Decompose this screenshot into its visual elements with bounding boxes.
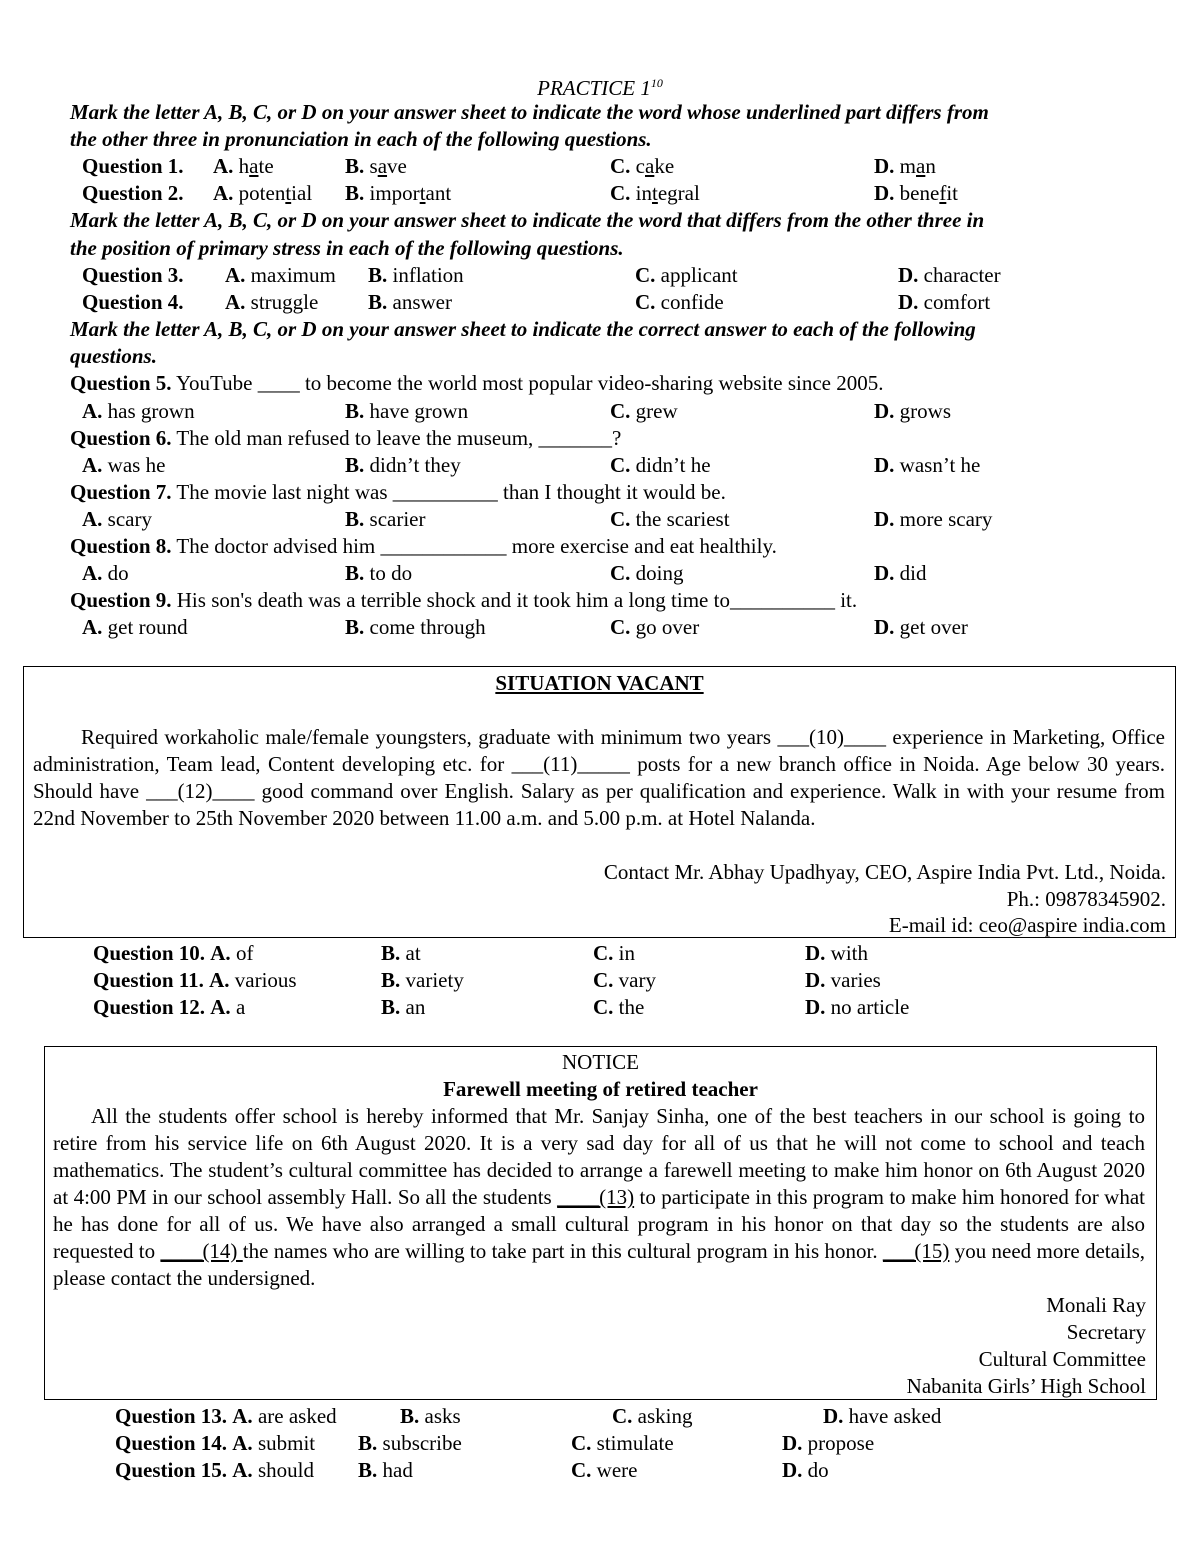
situation-vacant-body: Required workaholic male/female youngsters, graduate with minimum two years ___(10)____ experience in Marketing, Office administration, Team lead, Content developing etc. for ___(11)_____ posts for a new branch office in Noida. Age below 30 years. Should have ___(12)____ good command over English. Salary as per qualification and experience. Walk in with your resume from 22nd November to 25th November 2020 between 11.00 a.m. and 5.00 p.m. at Hotel Nalanda.: [33, 725, 1165, 830]
q7-option-a[interactable]: A. scary: [82, 507, 152, 531]
notice-title: NOTICE: [562, 1050, 639, 1074]
q6-option-b[interactable]: B. didn’t they: [345, 453, 461, 477]
page-title: [0, 70, 1200, 102]
q1-option-d[interactable]: D. man: [874, 154, 936, 178]
question-9-stem: Question 9. His son's death was a terrible shock and it took him a long time to__________ it.: [70, 588, 858, 612]
q12-option-d[interactable]: D. no article: [805, 995, 910, 1019]
q2-option-d[interactable]: D. benefit: [874, 181, 958, 205]
q13-option-a[interactable]: Question 13. A. are asked: [115, 1404, 337, 1428]
q10-option-a[interactable]: Question 10. A. of: [93, 941, 254, 965]
q1-option-c[interactable]: C. cake: [610, 154, 675, 178]
q4-option-d[interactable]: D. comfort: [898, 290, 991, 314]
q5-option-a[interactable]: A. has grown: [82, 399, 195, 423]
question-3-label: Question 3.: [82, 263, 184, 287]
notice-sign-role: Secretary: [1066, 1320, 1146, 1344]
q10-option-b[interactable]: B. at: [381, 941, 421, 965]
q9-option-a[interactable]: A. get round: [82, 615, 188, 639]
blank-14: ____(14): [160, 1239, 243, 1263]
q13-option-b[interactable]: B. asks: [400, 1404, 461, 1428]
vacant-phone: Ph.: 09878345902.: [1006, 887, 1166, 911]
q11-option-b[interactable]: B. variety: [381, 968, 464, 992]
question-5-stem: Question 5. YouTube ____ to become the world most popular video-sharing website since 2005.: [70, 371, 884, 395]
notice-body: All the students offer school is hereby informed that Mr. Sanjay Sinha, one of the best teachers in our school is going to retire from his service life on 6th August 2020. It is a very sad day for all of us that he will not come to school and teach mathematics. The student’s cultural committee has decided to arrange a farewell meeting to make him honor on 6th August 2020 at 4:00 PM in our school assembly Hall. So all the students ____(13) to participate in this program to make him honored for what he has done for all of us. We have also arranged a small cultural program in his honor on that day so the students are also requested to ____(14) the names who are willing to take part in this cultural program in his honor. ___(15) you need more details, please contact the undersigned.: [53, 1104, 1146, 1290]
q9-option-d[interactable]: D. get over: [874, 615, 968, 639]
instruction-correct-2: questions.: [70, 344, 157, 368]
vacant-email: E-mail id: ceo@aspire india.com: [888, 913, 1166, 937]
q6-option-d[interactable]: D. wasn’t he: [874, 453, 981, 477]
q14-option-b[interactable]: B. subscribe: [358, 1431, 462, 1455]
instruction-stress-2: the position of primary stress in each of the following questions.: [70, 236, 624, 260]
q4-option-a[interactable]: A. struggle: [225, 290, 319, 314]
notice-sign-school: Nabanita Girls’ High School: [906, 1374, 1146, 1398]
q10-option-d[interactable]: D. with: [805, 941, 869, 965]
q4-option-c[interactable]: C. confide: [635, 290, 724, 314]
q15-option-c[interactable]: C. were: [571, 1458, 638, 1482]
q5-option-b[interactable]: B. have grown: [345, 399, 469, 423]
q1-option-a[interactable]: A. hate: [213, 154, 274, 178]
q7-option-c[interactable]: C. the scariest: [610, 507, 730, 531]
q12-option-c[interactable]: C. the: [593, 995, 645, 1019]
instruction-pronunciation-2: the other three in pronunciation in each of the following questions.: [70, 127, 652, 151]
q8-option-a[interactable]: A. do: [82, 561, 129, 585]
q3-option-b[interactable]: B. inflation: [368, 263, 464, 287]
q11-option-a[interactable]: Question 11. A. various: [93, 968, 297, 992]
q2-option-c[interactable]: C. integral: [610, 181, 700, 205]
q7-option-d[interactable]: D. more scary: [874, 507, 993, 531]
q9-option-c[interactable]: C. go over: [610, 615, 700, 639]
notice-box: [44, 1046, 1157, 1400]
instruction-pronunciation-1: Mark the letter A, B, C, or D on your answer sheet to indicate the word whose underlined part differs from: [70, 100, 989, 124]
q7-option-b[interactable]: B. scarier: [345, 507, 426, 531]
q10-option-c[interactable]: C. in: [593, 941, 636, 965]
q14-option-a[interactable]: Question 14. A. submit: [115, 1431, 316, 1455]
q2-option-a[interactable]: A. potential: [213, 181, 313, 205]
q9-option-b[interactable]: B. come through: [345, 615, 486, 639]
q8-option-c[interactable]: C. doing: [610, 561, 684, 585]
q13-option-c[interactable]: C. asking: [612, 1404, 693, 1428]
q2-option-b[interactable]: B. important: [345, 181, 452, 205]
q5-option-c[interactable]: C. grew: [610, 399, 678, 423]
q15-option-b[interactable]: B. had: [358, 1458, 413, 1482]
q1-option-b[interactable]: B. save: [345, 154, 407, 178]
q14-option-c[interactable]: C. stimulate: [571, 1431, 674, 1455]
q11-option-c[interactable]: C. vary: [593, 968, 656, 992]
vacant-contact: Contact Mr. Abhay Upadhyay, CEO, Aspire India Pvt. Ltd., Noida.: [603, 860, 1166, 884]
blank-15: ___(15): [882, 1239, 950, 1263]
q5-option-d[interactable]: D. grows: [874, 399, 952, 423]
q14-option-d[interactable]: D. propose: [782, 1431, 875, 1455]
question-2-label: Question 2.: [82, 181, 184, 205]
notice-sign-committee: Cultural Committee: [978, 1347, 1146, 1371]
q13-option-d[interactable]: D. have asked: [823, 1404, 942, 1428]
blank-13: ____(13): [557, 1185, 635, 1209]
q6-option-a[interactable]: A. was he: [82, 453, 166, 477]
q8-option-d[interactable]: D. did: [874, 561, 927, 585]
q6-option-c[interactable]: C. didn’t he: [610, 453, 711, 477]
question-1-label: Question 1.: [82, 154, 184, 178]
question-4-label: Question 4.: [82, 290, 184, 314]
instruction-correct-1: Mark the letter A, B, C, or D on your answer sheet to indicate the correct answer to each of the following: [70, 317, 976, 341]
q8-option-b[interactable]: B. to do: [345, 561, 413, 585]
q4-option-b[interactable]: B. answer: [368, 290, 452, 314]
q3-option-a[interactable]: A. maximum: [225, 263, 336, 287]
q3-option-d[interactable]: D. character: [898, 263, 1001, 287]
question-8-stem: Question 8. The doctor advised him ____________ more exercise and eat healthily.: [70, 534, 777, 558]
situation-vacant-title: SITUATION VACANT: [495, 671, 704, 695]
title-text: PRACTICE 1: [537, 76, 651, 100]
q15-option-a[interactable]: Question 15. A. should: [115, 1458, 314, 1482]
q12-option-b[interactable]: B. an: [381, 995, 426, 1019]
q12-option-a[interactable]: Question 12. A. a: [93, 995, 246, 1019]
question-6-stem: Question 6. The old man refused to leave the museum, _______?: [70, 426, 622, 450]
question-7-stem: Question 7. The movie last night was __________ than I thought it would be.: [70, 480, 726, 504]
q3-option-c[interactable]: C. applicant: [635, 263, 738, 287]
notice-subtitle: Farewell meeting of retired teacher: [443, 1077, 758, 1101]
q11-option-d[interactable]: D. varies: [805, 968, 881, 992]
title-superscript: 10: [650, 76, 663, 90]
situation-vacant-box: [23, 666, 1176, 938]
instruction-stress-1: Mark the letter A, B, C, or D on your answer sheet to indicate the word that differs from the other three in: [70, 208, 985, 232]
notice-sign-name: Monali Ray: [1046, 1293, 1146, 1317]
q15-option-d[interactable]: D. do: [782, 1458, 829, 1482]
